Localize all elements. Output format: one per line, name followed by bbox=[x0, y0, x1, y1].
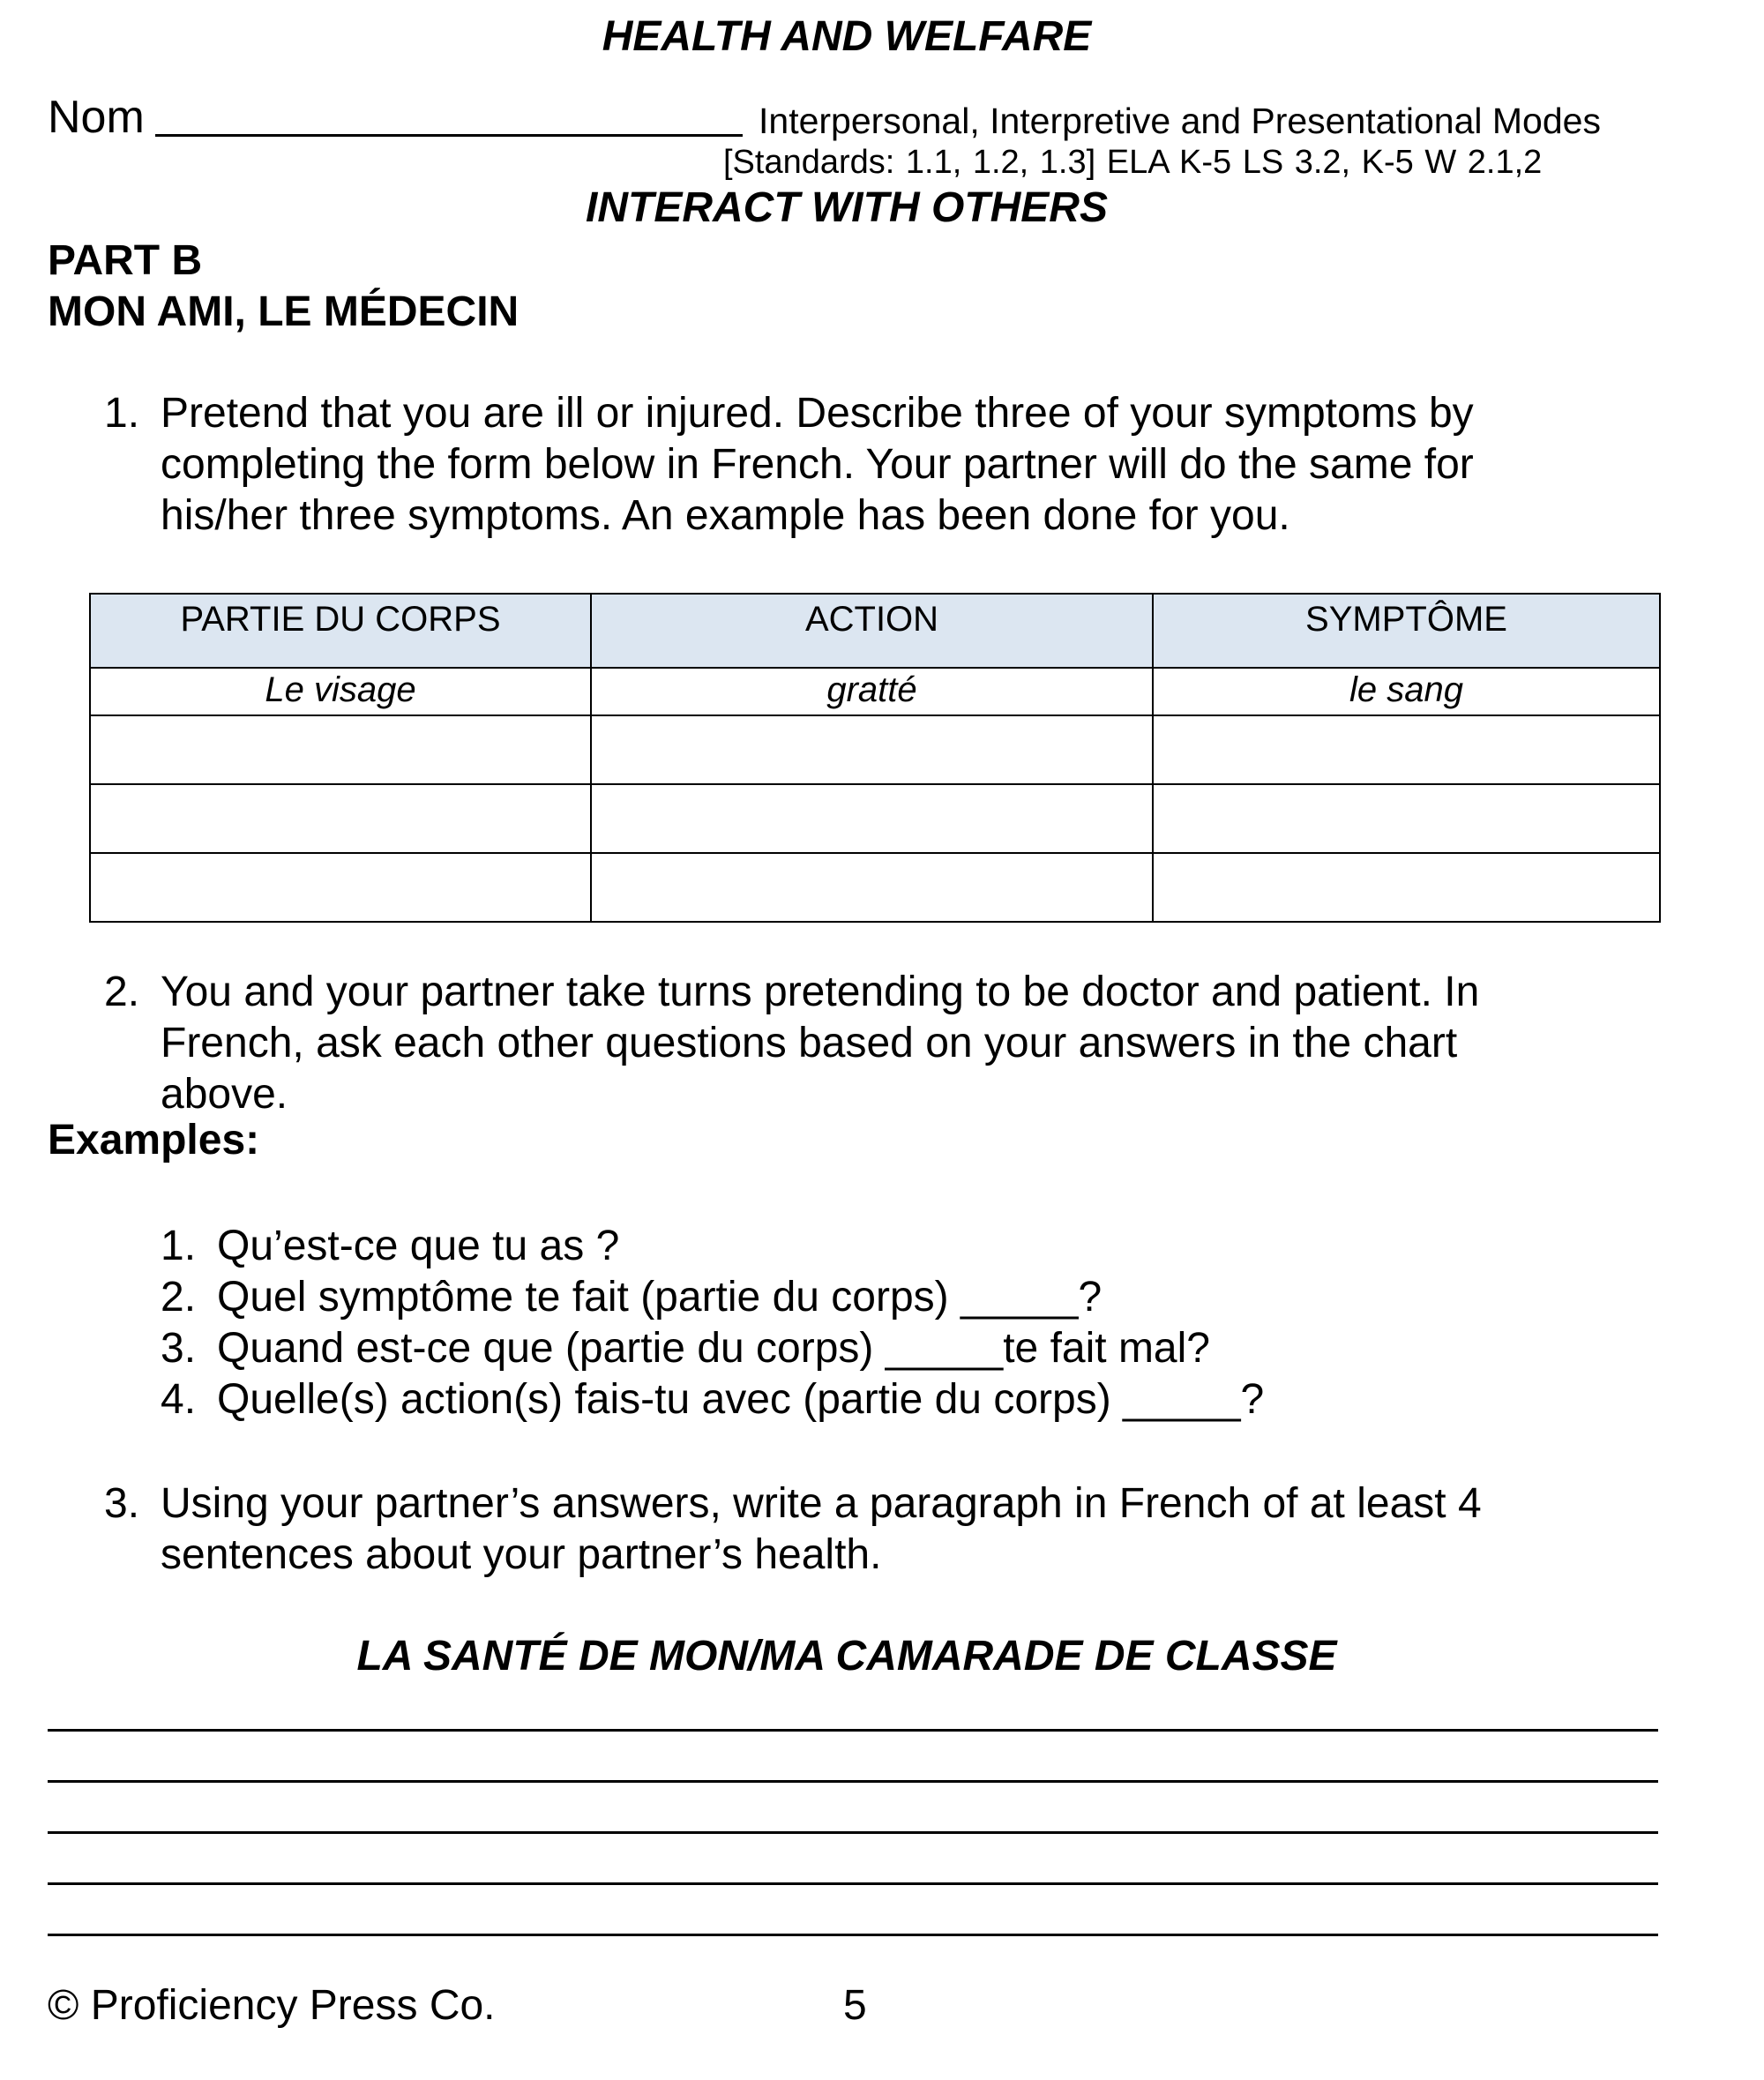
example-text: Quel symptôme te fait (partie du corps) _____? bbox=[217, 1274, 1102, 1321]
instruction-line: sentences about your partner’s health. bbox=[161, 1531, 882, 1578]
instruction-line: above. bbox=[161, 1071, 288, 1118]
writing-line[interactable] bbox=[48, 1780, 1658, 1783]
instruction-line: You and your partner take turns pretending to be doctor and patient. In bbox=[161, 969, 1480, 1015]
page-title: HEALTH AND WELFARE bbox=[602, 13, 1092, 60]
example-question bbox=[161, 1273, 1102, 1321]
blank-cell[interactable] bbox=[591, 715, 1153, 784]
example-action: gratté bbox=[591, 668, 1153, 715]
blank-cell[interactable] bbox=[1153, 784, 1660, 853]
instruction-line: completing the form below in French. Your partner will do the same for bbox=[161, 441, 1474, 488]
table-header-row bbox=[90, 594, 1660, 668]
blank-cell[interactable] bbox=[1153, 715, 1660, 784]
writing-line[interactable] bbox=[48, 1882, 1658, 1885]
example-symptome: le sang bbox=[1153, 668, 1660, 715]
example-text: Quand est-ce que (partie du corps) _____te fait mal? bbox=[217, 1325, 1210, 1372]
example-number: 3. bbox=[161, 1325, 197, 1372]
examples-heading: Examples: bbox=[48, 1117, 260, 1163]
blank-cell[interactable] bbox=[1153, 853, 1660, 922]
instruction-line: Pretend that you are ill or injured. Describe three of your symptoms by bbox=[161, 390, 1474, 437]
blank-cell[interactable] bbox=[591, 784, 1153, 853]
instruction-line: his/her three symptoms. An example has been done for you. bbox=[161, 492, 1290, 539]
example-number: 1. bbox=[161, 1223, 197, 1269]
part-label: PART B bbox=[48, 237, 203, 284]
table-row bbox=[90, 715, 1660, 784]
modes-text: Interpersonal, Interpretive and Presentational Modes bbox=[759, 101, 1601, 141]
nom-label: Nom bbox=[48, 92, 145, 143]
writing-line[interactable] bbox=[48, 1831, 1658, 1834]
paragraph-title: LA SANTÉ DE MON/MA CAMARADE DE CLASSE bbox=[356, 1633, 1337, 1680]
example-number: 4. bbox=[161, 1376, 197, 1423]
header-action: ACTION bbox=[591, 594, 1153, 668]
section-subtitle: INTERACT WITH OTHERS bbox=[586, 184, 1108, 231]
instruction-line: Using your partner’s answers, write a paragraph in French of at least 4 bbox=[161, 1480, 1482, 1527]
blank-cell[interactable] bbox=[90, 784, 591, 853]
page-number: 5 bbox=[843, 1982, 867, 2029]
example-partie: Le visage bbox=[90, 668, 591, 715]
copyright: © Proficiency Press Co. bbox=[48, 1982, 496, 2029]
instruction-number: 3. bbox=[104, 1480, 140, 1527]
blank-cell[interactable] bbox=[591, 853, 1153, 922]
example-text: Qu’est-ce que tu as ? bbox=[217, 1223, 620, 1269]
table-row-example bbox=[90, 668, 1660, 715]
example-question bbox=[161, 1375, 1264, 1424]
header-symptome: SYMPTÔME bbox=[1153, 594, 1660, 668]
table-row bbox=[90, 784, 1660, 853]
writing-line[interactable] bbox=[48, 1729, 1658, 1732]
example-text: Quelle(s) action(s) fais-tu avec (partie du corps) _____? bbox=[217, 1376, 1265, 1423]
part-title: MON AMI, LE MÉDECIN bbox=[48, 288, 519, 335]
table-row bbox=[90, 853, 1660, 922]
blank-cell[interactable] bbox=[90, 853, 591, 922]
blank-cell[interactable] bbox=[90, 715, 591, 784]
example-question bbox=[161, 1324, 1210, 1373]
nom-field[interactable] bbox=[155, 134, 743, 137]
symptoms-table bbox=[89, 593, 1661, 923]
instruction-line: French, ask each other questions based on your answers in the chart bbox=[161, 1020, 1458, 1066]
writing-line[interactable] bbox=[48, 1934, 1658, 1936]
standards-text: [Standards: 1.1, 1.2, 1.3] ELA K-5 LS 3.2, K-5 W 2.1,2 bbox=[723, 144, 1543, 181]
example-number: 2. bbox=[161, 1274, 197, 1321]
header-partie-du-corps: PARTIE DU CORPS bbox=[90, 594, 591, 668]
instruction-number: 2. bbox=[104, 969, 140, 1015]
instruction-number: 1. bbox=[104, 390, 140, 437]
example-question bbox=[161, 1222, 619, 1270]
